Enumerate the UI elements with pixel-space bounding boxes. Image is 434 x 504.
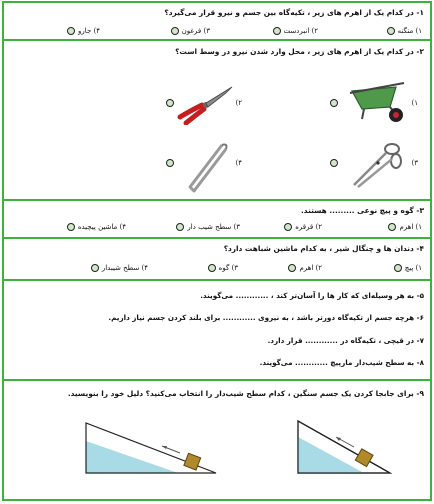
q3-option-1[interactable]: ۱) اهرم: [388, 223, 422, 231]
question-6-text: ۶- هرچه جسم از تکیه‌گاه دورتر باشد ، به نیروی ............ برای بلند کردن جسم نیاز داریم.: [108, 313, 424, 322]
q2-option-3[interactable]: ۳): [411, 159, 418, 167]
steep-ramp-image[interactable]: [294, 415, 394, 475]
radio-button[interactable]: [288, 264, 296, 272]
q1-option-1[interactable]: ۱) منگنه: [387, 27, 422, 35]
question-9-text: ۹- برای جابجا کردن یک جسم سنگین ، کدام سطح شیب‌دار را انتخاب می‌کنید؟ دلیل خود را بنویسید.: [67, 389, 424, 398]
q2-option-3-radio[interactable]: [330, 159, 338, 167]
q4-option-2[interactable]: ۲) اهرم: [288, 264, 322, 272]
q4-option-3[interactable]: ۳) گوه: [208, 264, 238, 272]
question-3-text: ۳- گوه و پیچ نوعی ......... هستند.: [301, 206, 424, 215]
q1-option-4[interactable]: ۴) جارو: [67, 27, 100, 35]
question-2-section: [4, 41, 430, 201]
radio-button[interactable]: [171, 27, 179, 35]
pliers-image: [176, 81, 238, 125]
radio-button[interactable]: [67, 27, 75, 35]
radio-button[interactable]: [273, 27, 281, 35]
question-1-text: ۱- در کدام یک از اهرم های زیر ، تکیه‌گاه بین جسم و نیرو قرار می‌گیرد؟: [164, 8, 424, 17]
question-3-section: [4, 201, 430, 239]
worksheet: [2, 1, 432, 501]
q2-option-4-radio[interactable]: [166, 159, 174, 167]
radio-button[interactable]: [394, 264, 402, 272]
q2-option-1[interactable]: ۱): [411, 99, 418, 107]
scissors-image: [348, 139, 404, 191]
q3-option-2[interactable]: ۲) قرقره: [284, 223, 322, 231]
q3-option-4[interactable]: ۴) ماشین پیچیده: [67, 223, 126, 231]
q4-option-4[interactable]: ۴) سطح شیبدار: [91, 264, 148, 272]
q3-option-3[interactable]: ۳) سطح شیب دار: [176, 223, 240, 231]
radio-button[interactable]: [176, 223, 184, 231]
fill-in-section: [4, 281, 430, 381]
question-4-section: [4, 239, 430, 281]
question-1-section: [4, 3, 430, 41]
radio-button[interactable]: [388, 223, 396, 231]
q1-option-2[interactable]: ۲) انبردست: [273, 27, 318, 35]
q2-option-2-radio[interactable]: [166, 99, 174, 107]
q2-option-1-radio[interactable]: [330, 99, 338, 107]
radio-button[interactable]: [91, 264, 99, 272]
radio-button[interactable]: [67, 223, 75, 231]
question-4-text: ۴- دندان ها و چنگال شیر ، به کدام ماشین شباهت دارد؟: [223, 244, 424, 253]
radio-button[interactable]: [284, 223, 292, 231]
question-2-text: ۲- در کدام یک از اهرم های زیر ، محل وارد شدن نیرو در وسط است؟: [175, 47, 424, 56]
tongs-image: [182, 141, 232, 195]
wheelbarrow-image: [346, 73, 408, 125]
radio-button[interactable]: [387, 27, 395, 35]
question-9-section: [4, 381, 430, 499]
q1-option-3[interactable]: ۳) فرغون: [171, 27, 210, 35]
radio-button[interactable]: [208, 264, 216, 272]
shallow-ramp-image[interactable]: [82, 419, 220, 475]
question-8-text: ۸- به سطح شیب‌دار مارپیچ ............ می‌گویند.: [259, 358, 424, 367]
q2-option-2[interactable]: ۲): [235, 99, 242, 107]
q2-option-4[interactable]: ۴): [235, 159, 242, 167]
q4-option-1[interactable]: ۱) پیچ: [394, 264, 422, 272]
question-5-text: ۵- به هر وسیله‌ای که کار ها را آسان‌تر کند ، ............ می‌گویند.: [200, 291, 424, 300]
question-7-text: ۷- در قیچی ، تکیه‌گاه در ............ قرار دارد.: [267, 336, 424, 345]
